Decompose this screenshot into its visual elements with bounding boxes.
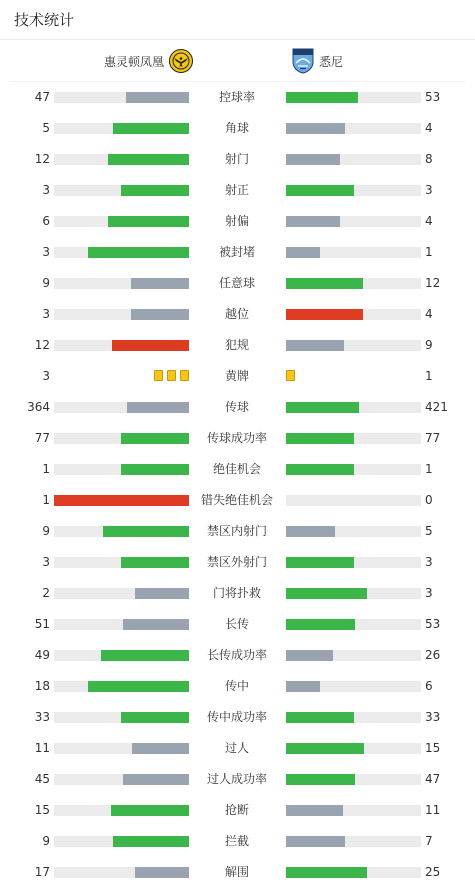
away-bar-track xyxy=(286,836,421,847)
home-bar-fill xyxy=(111,805,189,816)
away-bar-track xyxy=(286,867,421,878)
stat-row xyxy=(0,454,475,485)
stat-label: 传球 xyxy=(224,400,249,414)
home-bar-fill xyxy=(135,867,189,878)
away-value: 77 xyxy=(425,431,441,445)
home-value: 3 xyxy=(42,307,50,321)
home-bar-track xyxy=(54,495,189,506)
stat-label: 拦截 xyxy=(224,834,249,848)
home-value: 9 xyxy=(42,524,50,538)
stat-label: 错失绝佳机会 xyxy=(200,493,273,507)
away-value: 26 xyxy=(425,648,441,662)
home-bar-track xyxy=(54,743,189,754)
away-bar-track xyxy=(286,433,421,444)
stat-row xyxy=(0,857,475,888)
away-bar-track xyxy=(286,681,421,692)
away-bar-track xyxy=(286,464,421,475)
away-bar-fill xyxy=(286,526,335,537)
away-bar-fill xyxy=(286,557,354,568)
home-bar-track xyxy=(54,464,189,475)
away-value: 33 xyxy=(425,710,441,724)
home-bar-track xyxy=(54,557,189,568)
stat-row xyxy=(0,330,475,361)
stat-row xyxy=(0,795,475,826)
away-bar-fill xyxy=(286,216,340,227)
home-bar-fill xyxy=(121,557,189,568)
stat-label: 角球 xyxy=(224,121,249,135)
home-value: 12 xyxy=(34,338,50,352)
home-value: 1 xyxy=(42,493,50,507)
away-bar-track xyxy=(286,557,421,568)
away-bar-fill xyxy=(286,154,340,165)
home-bar-track xyxy=(54,588,189,599)
stat-row xyxy=(0,516,475,547)
stat-row xyxy=(0,640,475,671)
away-bar-track xyxy=(286,805,421,816)
away-bar-fill xyxy=(286,712,354,723)
home-bar-fill xyxy=(101,650,189,661)
away-value: 47 xyxy=(425,772,441,786)
home-bar-fill xyxy=(113,123,189,134)
home-bar-fill xyxy=(108,216,189,227)
stat-label: 射门 xyxy=(224,152,249,166)
home-value: 6 xyxy=(42,214,50,228)
stat-label: 传球成功率 xyxy=(206,431,267,445)
stat-label: 过人成功率 xyxy=(206,772,267,786)
home-bar-fill xyxy=(127,402,189,413)
away-bar-fill xyxy=(286,464,354,475)
stat-label: 解围 xyxy=(224,865,249,879)
away-value: 9 xyxy=(425,338,433,352)
away-value: 4 xyxy=(425,214,433,228)
home-bar-track xyxy=(54,681,189,692)
home-bar-track xyxy=(54,867,189,878)
home-bar-track xyxy=(54,247,189,258)
away-value: 53 xyxy=(425,90,441,104)
away-bar-track xyxy=(286,526,421,537)
away-value: 1 xyxy=(425,462,433,476)
home-bar-track xyxy=(54,805,189,816)
stat-label: 射偏 xyxy=(224,214,249,228)
home-bar-fill xyxy=(103,526,189,537)
away-bar-track xyxy=(286,712,421,723)
yellow-card-icon xyxy=(180,370,189,381)
home-bar-track xyxy=(54,433,189,444)
stat-row xyxy=(0,733,475,764)
home-bar-track xyxy=(54,154,189,165)
stat-row xyxy=(0,423,475,454)
stat-row xyxy=(0,578,475,609)
home-bar-fill xyxy=(123,774,189,785)
away-yellow-cards xyxy=(286,370,295,383)
stat-row xyxy=(0,392,475,423)
away-value: 5 xyxy=(425,524,433,538)
home-bar-track xyxy=(54,278,189,289)
away-value: 25 xyxy=(425,865,441,879)
away-bar-fill xyxy=(286,433,354,444)
away-bar-fill xyxy=(286,774,355,785)
away-value: 6 xyxy=(425,679,433,693)
home-bar-fill xyxy=(131,309,189,320)
away-bar-fill xyxy=(286,867,367,878)
away-bar-track xyxy=(286,247,421,258)
stats-list xyxy=(0,82,475,888)
stat-row xyxy=(0,361,475,392)
away-bar-fill xyxy=(286,92,358,103)
stat-row xyxy=(0,485,475,516)
home-bar-fill xyxy=(54,495,189,506)
away-bar-fill xyxy=(286,619,355,630)
away-value: 421 xyxy=(425,400,448,414)
stat-row xyxy=(0,237,475,268)
stat-row xyxy=(0,764,475,795)
home-value: 3 xyxy=(42,183,50,197)
section-title: 技术统计 xyxy=(14,11,75,29)
stat-row xyxy=(0,547,475,578)
stat-row xyxy=(0,206,475,237)
away-bar-track xyxy=(286,309,421,320)
away-team-name: 悉尼 xyxy=(319,54,344,69)
away-value: 12 xyxy=(425,276,441,290)
yellow-card-icon xyxy=(154,370,163,381)
stat-label: 被封堵 xyxy=(218,245,255,259)
away-value: 7 xyxy=(425,834,433,848)
away-value: 53 xyxy=(425,617,441,631)
home-value: 3 xyxy=(42,555,50,569)
away-bar-fill xyxy=(286,340,344,351)
stat-label: 抢断 xyxy=(224,803,249,817)
home-team-name: 惠灵顿凤凰 xyxy=(103,54,164,69)
stat-row xyxy=(0,299,475,330)
home-bar-fill xyxy=(108,154,189,165)
stat-row xyxy=(0,609,475,640)
away-bar-fill xyxy=(286,588,367,599)
stat-label: 禁区外射门 xyxy=(206,555,267,569)
stat-row xyxy=(0,144,475,175)
away-bar-fill xyxy=(286,402,359,413)
stat-label: 犯规 xyxy=(224,338,249,352)
home-value: 47 xyxy=(34,90,50,104)
away-bar-fill xyxy=(286,836,345,847)
away-bar-track xyxy=(286,650,421,661)
home-value: 3 xyxy=(42,245,50,259)
away-value: 8 xyxy=(425,152,433,166)
away-bar-fill xyxy=(286,123,345,134)
stat-label: 射正 xyxy=(224,183,249,197)
stat-label: 越位 xyxy=(224,307,249,321)
home-value: 11 xyxy=(34,741,50,755)
stat-label: 绝佳机会 xyxy=(212,462,261,476)
away-value: 3 xyxy=(425,555,433,569)
stat-row xyxy=(0,113,475,144)
home-bar-fill xyxy=(121,433,189,444)
home-value: 364 xyxy=(27,400,50,414)
home-bar-fill xyxy=(113,836,189,847)
home-value: 9 xyxy=(42,276,50,290)
away-bar-track xyxy=(286,123,421,134)
away-bar-track xyxy=(286,278,421,289)
stat-row xyxy=(0,175,475,206)
sydney-fc-crest-icon xyxy=(292,48,314,74)
home-bar-fill xyxy=(123,619,189,630)
home-value: 1 xyxy=(42,462,50,476)
away-bar-fill xyxy=(286,185,354,196)
home-value: 15 xyxy=(34,803,50,817)
home-value: 49 xyxy=(34,648,50,662)
away-bar-track xyxy=(286,619,421,630)
away-bar-track xyxy=(286,402,421,413)
stat-label: 长传 xyxy=(224,617,249,631)
away-bar-track xyxy=(286,495,421,506)
home-value: 2 xyxy=(42,586,50,600)
home-bar-track xyxy=(54,92,189,103)
home-value: 45 xyxy=(34,772,50,786)
away-value: 4 xyxy=(425,121,433,135)
home-bar-fill xyxy=(135,588,189,599)
stat-row xyxy=(0,702,475,733)
home-bar-fill xyxy=(126,92,189,103)
away-bar-fill xyxy=(286,278,363,289)
away-bar-fill xyxy=(286,309,363,320)
home-bar-track xyxy=(54,526,189,537)
home-bar-fill xyxy=(121,464,189,475)
home-bar-fill xyxy=(121,712,189,723)
home-team[interactable] xyxy=(104,40,193,82)
home-bar-fill xyxy=(88,681,189,692)
stat-label: 长传成功率 xyxy=(206,648,267,662)
away-value: 3 xyxy=(425,586,433,600)
stat-label: 黄牌 xyxy=(224,369,249,383)
home-bar-track xyxy=(54,650,189,661)
home-value: 5 xyxy=(42,121,50,135)
home-value: 77 xyxy=(34,431,50,445)
home-value: 51 xyxy=(34,617,50,631)
stat-label: 控球率 xyxy=(218,90,255,104)
wellington-phoenix-crest-icon xyxy=(169,49,193,73)
home-bar-track xyxy=(54,185,189,196)
stat-label: 任意球 xyxy=(218,276,255,290)
stat-label: 过人 xyxy=(224,741,249,755)
yellow-card-icon xyxy=(167,370,176,381)
away-value: 1 xyxy=(425,369,433,383)
away-bar-fill xyxy=(286,743,364,754)
away-bar-track xyxy=(286,774,421,785)
away-bar-track xyxy=(286,743,421,754)
home-bar-fill xyxy=(88,247,189,258)
away-bar-fill xyxy=(286,247,320,258)
home-value: 3 xyxy=(42,369,50,383)
home-bar-fill xyxy=(131,278,189,289)
away-value: 11 xyxy=(425,803,441,817)
away-bar-fill xyxy=(286,805,343,816)
section-header xyxy=(0,0,475,40)
away-value: 1 xyxy=(425,245,433,259)
home-bar-track xyxy=(54,123,189,134)
away-bar-fill xyxy=(286,681,320,692)
away-bar-track xyxy=(286,216,421,227)
home-bar-fill xyxy=(132,743,189,754)
away-value: 0 xyxy=(425,493,433,507)
home-bar-track xyxy=(54,712,189,723)
stat-label: 传中 xyxy=(224,679,249,693)
home-value: 33 xyxy=(34,710,50,724)
away-value: 3 xyxy=(425,183,433,197)
home-value: 12 xyxy=(34,152,50,166)
home-bar-track xyxy=(54,619,189,630)
stat-row xyxy=(0,671,475,702)
home-value: 18 xyxy=(34,679,50,693)
stat-row xyxy=(0,826,475,857)
away-bar-track xyxy=(286,92,421,103)
home-value: 17 xyxy=(34,865,50,879)
home-bar-track xyxy=(54,340,189,351)
stat-label: 禁区内射门 xyxy=(206,524,267,538)
home-bar-fill xyxy=(112,340,189,351)
home-bar-track xyxy=(54,309,189,320)
yellow-card-icon xyxy=(286,370,295,381)
away-bar-track xyxy=(286,185,421,196)
away-bar-track xyxy=(286,340,421,351)
home-bar-fill xyxy=(121,185,189,196)
home-bar-track xyxy=(54,836,189,847)
stat-row xyxy=(0,82,475,113)
away-bar-track xyxy=(286,588,421,599)
stat-label: 传中成功率 xyxy=(206,710,267,724)
home-yellow-cards xyxy=(154,370,189,383)
away-value: 15 xyxy=(425,741,441,755)
home-bar-track xyxy=(54,774,189,785)
away-value: 4 xyxy=(425,307,433,321)
away-team[interactable] xyxy=(292,40,343,82)
stat-label: 门将扑救 xyxy=(212,586,261,600)
away-bar-fill xyxy=(286,650,333,661)
away-bar-track xyxy=(286,154,421,165)
stat-row xyxy=(0,268,475,299)
home-bar-track xyxy=(54,216,189,227)
home-bar-track xyxy=(54,402,189,413)
teams-header xyxy=(10,40,465,82)
home-value: 9 xyxy=(42,834,50,848)
